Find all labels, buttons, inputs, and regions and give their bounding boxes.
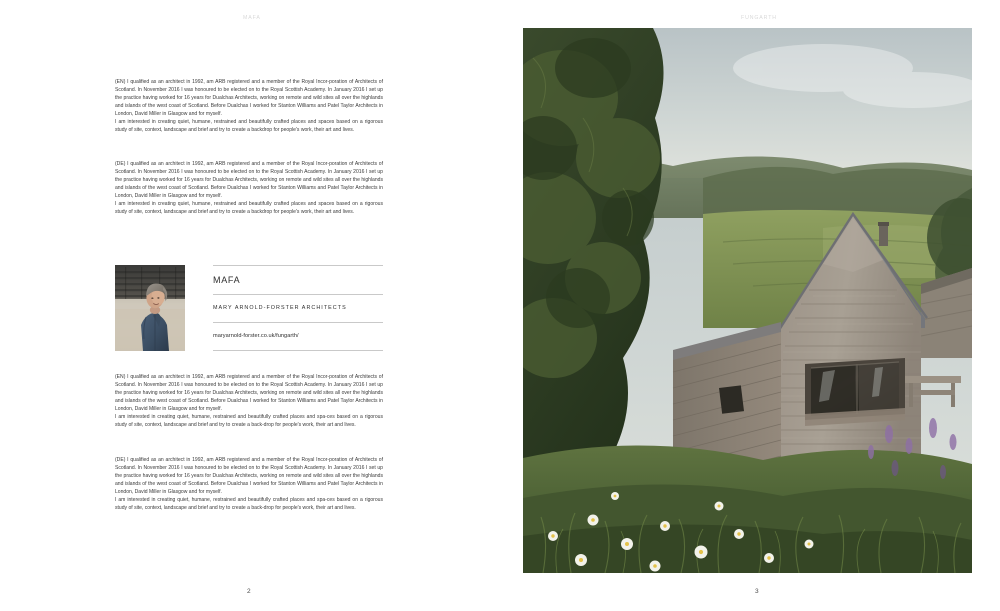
- page-number-left: 2: [247, 588, 251, 595]
- paragraph-block-de-bottom: [115, 456, 383, 512]
- running-head-left: MAFA: [243, 15, 261, 21]
- paragraph-body: (DE) I qualified as an architect in 1992, am ARB registered and a member of the Royal Incor-poration of Architects of Scotland. In November 2016 I was honoured to be elected on to the Royal Scottish Academy. In January 2016 I set up the practice having worked for 16 years for Dualchas Architects, working on remote and wild sites all over the highlands and islands of the west coast of Scotland. Before Dualchas I worked for Stanton Williams and Patel Taylor Architects in London, David Miller in Glasgow and for myself.: [115, 457, 383, 496]
- website-url[interactable]: maryarnold-forster.co.uk/fungarth/: [213, 333, 299, 340]
- paragraph-body: (EN) I qualified as an architect in 1992, am ARB registered and a member of the Royal Incor-poration of Architects of Scotland. In November 2016 I was honoured to be elected on to the Royal Scottish Academy. In January 2016 I set up the practice having worked for 16 years for Dualchas Architects, working on remote and wild sites all over the highlands and islands of the west coast of Scotland. Before Dualchas I worked for Stanton Williams and Patel Taylor Architects in London, David Miller in Glasgow and for myself.: [115, 374, 383, 413]
- paragraph-block-en-top: [115, 78, 383, 134]
- paragraph-body: (EN) I qualified as an architect in 1992, am ARB registered and a member of the Royal Incor-poration of Architects of Scotland. In November 2016 I was honoured to be elected on to the Royal Scottish Academy. In January 2016 I set up the practice having worked for 16 years for Dualchas Architects, working on remote and wild sites all over the highlands and islands of the west coast of Scotland. Before Dualchas I worked for Stanton Williams and Patel Taylor Architects in London, David Miller in Glasgow and for myself.: [115, 79, 383, 118]
- paragraph-body: (DE) I qualified as an architect in 1992, am ARB registered and a member of the Royal Incor-poration of Architects of Scotland. In November 2016 I was honoured to be elected on to the Royal Scottish Academy. In January 2016 I set up the practice having worked for 16 years for Dualchas Architects, working on remote and wild sites all over the highlands and islands of the west coast of Scotland. Before Dualchas I worked for Stanton Williams and Patel Taylor Architects in London, David Miller in Glasgow and for myself.: [115, 161, 383, 200]
- identity-rows: [213, 265, 383, 351]
- running-head-right: FUNGARTH: [741, 15, 777, 21]
- paragraph-body-second: I am interested in creating quiet, humane, restrained and beautifully crafted places and spa-ces based on a rigorous study of site, context, landscape and brief and try to create a back-drop for people's work, their art and lives.: [115, 497, 383, 512]
- studio-abbreviation: MAFA: [213, 274, 241, 285]
- identity-row-website[interactable]: [213, 322, 383, 351]
- paragraph-body-second: I am interested in creating quiet, humane, restrained and beautifully crafted places and spaces based on a rigorous study of site, context, landscape and brief and try to create a backdrop for people's work, their art and lives.: [115, 201, 383, 216]
- paragraph-block-de-top: [115, 160, 383, 216]
- practice-name: MARY ARNOLD-FORSTER ARCHITECTS: [213, 305, 347, 312]
- identity-row-practice: [213, 294, 383, 323]
- paragraph-block-en-bottom: [115, 373, 383, 429]
- identity-row-studio: [213, 265, 383, 294]
- identity-card: [115, 265, 383, 355]
- paragraph-body-second: I am interested in creating quiet, humane, restrained and beautifully crafted places and spaces based on a rigorous study of site, context, landscape and brief and try to create a backdrop for people's work, their art and lives.: [115, 119, 383, 134]
- paragraph-body-second: I am interested in creating quiet, humane, restrained and beautifully crafted places and spa-ces based on a rigorous study of site, context, landscape and brief and try to create a back-drop for people's work, their art and lives.: [115, 414, 383, 429]
- page-number-right: 3: [755, 588, 759, 595]
- project-photograph: [523, 28, 972, 573]
- portrait-photo: [115, 265, 185, 351]
